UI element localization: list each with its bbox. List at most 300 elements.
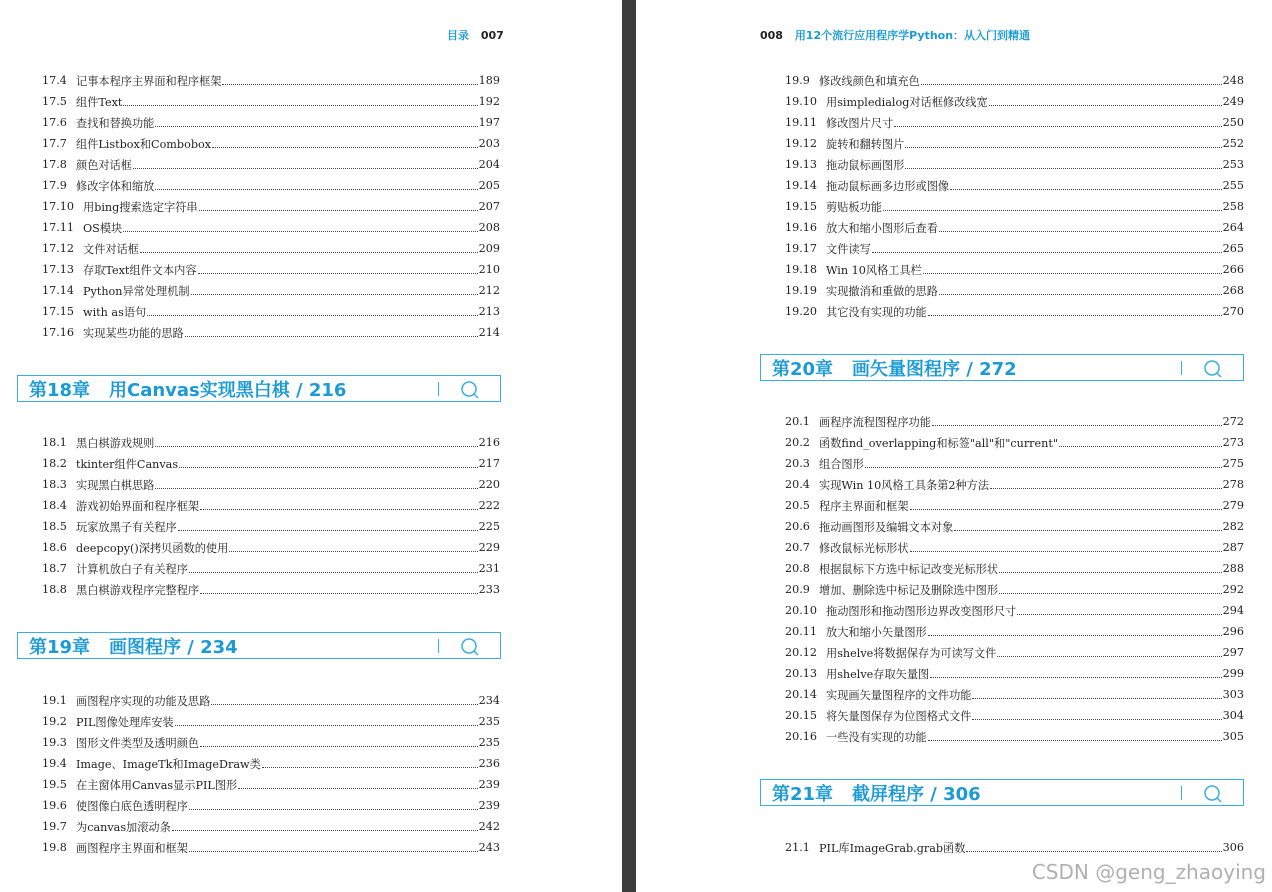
entry-number: 19.1 (42, 694, 67, 707)
entry-number: 20.10 (785, 604, 818, 617)
dot-leader (123, 105, 477, 106)
dot-leader (989, 105, 1222, 106)
entry-title: Python异常处理机制 (83, 284, 190, 298)
entry-page: 239 (478, 799, 500, 812)
entry-page: 303 (1222, 688, 1244, 701)
entry-title: 记事本程序主界面和程序框架 (76, 74, 222, 88)
chapter-heading[interactable] (17, 375, 501, 402)
toc-entry[interactable] (785, 705, 1244, 726)
dot-leader (262, 767, 478, 768)
entry-page: 268 (1222, 284, 1244, 297)
dot-leader (997, 656, 1221, 657)
entry-number: 17.8 (42, 158, 67, 171)
toc-entry[interactable] (42, 516, 500, 537)
dot-leader (894, 126, 1222, 127)
entry-page: 279 (1222, 499, 1244, 512)
entry-page: 203 (478, 137, 500, 150)
toc-entry[interactable] (785, 537, 1244, 558)
entry-number: 19.15 (785, 200, 818, 213)
entry-number: 18.7 (42, 562, 67, 575)
chapter-number: 第18章 (29, 379, 91, 401)
chapter-title: 用Canvas实现黑白棋 / 216 (109, 379, 347, 401)
entry-title: 修改线颜色和填充色 (819, 74, 920, 88)
toc-entry[interactable] (42, 154, 500, 175)
dot-leader (212, 147, 478, 148)
toc-section (42, 690, 500, 858)
entry-title: OS模块 (83, 221, 123, 235)
search-icon[interactable] (1203, 359, 1223, 379)
entry-page: 305 (1222, 730, 1244, 743)
dot-leader (923, 273, 1222, 274)
toc-entry[interactable] (42, 301, 500, 322)
toc-entry[interactable] (785, 453, 1244, 474)
entry-number: 19.18 (785, 263, 818, 276)
dot-leader (910, 551, 1222, 552)
entry-number: 19.10 (785, 95, 818, 108)
entry-title: 实现撤消和重做的思路 (826, 284, 938, 298)
entry-number: 17.13 (42, 263, 75, 276)
dot-leader (238, 788, 477, 789)
entry-page: 306 (1222, 841, 1244, 854)
page-number: 007 (480, 29, 504, 42)
entry-page: 299 (1222, 667, 1244, 680)
toc-section (785, 837, 1244, 858)
entry-number: 20.9 (785, 583, 810, 596)
entry-page: 258 (1222, 200, 1244, 213)
dot-leader (172, 830, 478, 831)
entry-number: 18.1 (42, 436, 67, 449)
dot-leader (198, 273, 478, 274)
entry-number: 20.3 (785, 457, 810, 470)
entry-title: deepcopy()深拷贝函数的使用 (76, 541, 229, 555)
entry-number: 20.15 (785, 709, 818, 722)
toc-entry[interactable] (42, 816, 500, 837)
entry-page: 248 (1222, 74, 1244, 87)
entry-number: 19.3 (42, 736, 67, 749)
entry-number: 17.9 (42, 179, 67, 192)
entry-number: 17.4 (42, 74, 67, 87)
entry-title: 其它没有实现的功能 (826, 305, 927, 319)
entry-number: 19.5 (42, 778, 67, 791)
dot-leader (928, 635, 1222, 636)
toc-entry[interactable] (42, 259, 500, 280)
entry-title: 文件对话框 (83, 242, 139, 256)
entry-page: 265 (1222, 242, 1244, 255)
page-gutter (622, 0, 636, 892)
dot-leader (972, 698, 1221, 699)
toc-entry[interactable] (785, 259, 1244, 280)
toc-entry[interactable] (42, 133, 500, 154)
entry-number: 17.16 (42, 326, 75, 339)
entry-page: 229 (478, 541, 500, 554)
entry-page: 216 (478, 436, 500, 449)
chapter-title: 截屏程序 / 306 (852, 783, 981, 805)
entry-page: 235 (478, 715, 500, 728)
entry-number: 17.5 (42, 95, 67, 108)
entry-number: 20.11 (785, 625, 818, 638)
toc-entry[interactable] (785, 600, 1244, 621)
toc-entry[interactable] (42, 537, 500, 558)
entry-number: 18.8 (42, 583, 67, 596)
dot-leader (200, 746, 478, 747)
dot-leader (191, 294, 478, 295)
entry-page: 208 (478, 221, 500, 234)
entry-page: 242 (478, 820, 500, 833)
toc-section (42, 432, 500, 600)
toc-entry[interactable] (42, 196, 500, 217)
entry-number: 17.15 (42, 305, 75, 318)
entry-number: 20.7 (785, 541, 810, 554)
entry-page: 252 (1222, 137, 1244, 150)
entry-page: 207 (478, 200, 500, 213)
entry-number: 18.6 (42, 541, 67, 554)
entry-page: 249 (1222, 95, 1244, 108)
toc-entry[interactable] (42, 217, 500, 238)
entry-title: 存取Text组件文本内容 (83, 263, 197, 277)
entry-page: 296 (1222, 625, 1244, 638)
dot-leader (155, 189, 477, 190)
entry-number: 17.6 (42, 116, 67, 129)
dot-leader (155, 488, 477, 489)
dot-leader (883, 210, 1222, 211)
entry-number: 19.2 (42, 715, 67, 728)
entry-title: 修改字体和缩放 (76, 179, 155, 193)
divider (1181, 786, 1183, 800)
entry-title: 增加、删除选中标记及删除选中图形 (819, 583, 999, 597)
toc-entry[interactable] (42, 70, 500, 91)
entry-title: 一些没有实现的功能 (826, 730, 927, 744)
entry-title: 拖动画图形及编辑文本对象 (819, 520, 954, 534)
chapter-title: 画图程序 / 234 (109, 636, 238, 658)
entry-page: 264 (1222, 221, 1244, 234)
toc-entry[interactable] (42, 753, 500, 774)
toc-entry[interactable] (785, 837, 1244, 858)
entry-page: 278 (1222, 478, 1244, 491)
dot-leader (910, 509, 1222, 510)
entry-number: 20.6 (785, 520, 810, 533)
entry-page: 189 (478, 74, 500, 87)
toc-entry[interactable] (785, 621, 1244, 642)
entry-page: 243 (478, 841, 500, 854)
dot-leader (972, 719, 1221, 720)
dot-leader (155, 126, 477, 127)
toc-entry[interactable] (785, 91, 1244, 112)
toc-entry[interactable] (785, 217, 1244, 238)
search-icon[interactable] (460, 637, 480, 657)
entry-title: Image、ImageTk和ImageDraw类 (76, 757, 261, 771)
chapter-title: 画矢量图程序 / 272 (852, 358, 1017, 380)
dot-leader (199, 210, 478, 211)
toc-entry[interactable] (42, 495, 500, 516)
entry-page: 233 (478, 583, 500, 596)
entry-number: 21.1 (785, 841, 810, 854)
dot-leader (954, 530, 1221, 531)
right-page (636, 0, 1272, 892)
dot-leader (939, 231, 1222, 232)
chapter-number: 第20章 (772, 358, 834, 380)
dot-leader (930, 677, 1221, 678)
dot-leader (990, 488, 1222, 489)
entry-page: 255 (1222, 179, 1244, 192)
toc-entry[interactable] (785, 238, 1244, 259)
toc-entry[interactable] (42, 690, 500, 711)
entry-page: 294 (1222, 604, 1244, 617)
toc-entry[interactable] (785, 196, 1244, 217)
entry-title: 画图程序主界面和框架 (76, 841, 188, 855)
entry-number: 18.3 (42, 478, 67, 491)
entry-title: 程序主界面和框架 (819, 499, 909, 513)
entry-page: 275 (1222, 457, 1244, 470)
entry-title: with as语句 (83, 305, 147, 319)
entry-title: 实现某些功能的思路 (83, 326, 184, 340)
dot-leader (200, 593, 478, 594)
entry-page: 204 (478, 158, 500, 171)
entry-page: 220 (478, 478, 500, 491)
entry-page: 292 (1222, 583, 1244, 596)
entry-title: 为canvas加滚动条 (76, 820, 171, 834)
book-title: 用12个流行应用程序学Python：从入门到精通 (794, 29, 1031, 42)
entry-page: 282 (1222, 520, 1244, 533)
left-page (0, 0, 622, 892)
entry-title: 实现黑白棋思路 (76, 478, 155, 492)
toc-entry[interactable] (785, 133, 1244, 154)
entry-page: 235 (478, 736, 500, 749)
entry-page: 212 (478, 284, 500, 297)
toc-entry[interactable] (785, 154, 1244, 175)
entry-number: 17.7 (42, 137, 67, 150)
entry-number: 20.5 (785, 499, 810, 512)
toc-entry[interactable] (42, 91, 500, 112)
entry-title: 在主窗体用Canvas显示PIL图形 (76, 778, 238, 792)
dot-leader (189, 809, 478, 810)
entry-page: 253 (1222, 158, 1244, 171)
entry-number: 19.9 (785, 74, 810, 87)
entry-page: 266 (1222, 263, 1244, 276)
entry-page: 304 (1222, 709, 1244, 722)
entry-page: 270 (1222, 305, 1244, 318)
entry-title: 用shelve存取矢量图 (826, 667, 930, 681)
entry-page: 250 (1222, 116, 1244, 129)
toc-entry[interactable] (785, 726, 1244, 747)
divider (1181, 361, 1183, 375)
divider (438, 639, 440, 653)
toc-entry[interactable] (785, 558, 1244, 579)
toc-entry[interactable] (42, 474, 500, 495)
dot-leader (189, 851, 478, 852)
header-label: 目录 (447, 29, 469, 42)
entry-title: 实现Win 10风格工具条第2种方法 (819, 478, 990, 492)
dot-leader (140, 252, 478, 253)
entry-title: 游戏初始界面和程序框架 (76, 499, 200, 513)
chapter-heading[interactable] (760, 779, 1244, 806)
dot-leader (133, 168, 478, 169)
watermark: CSDN @geng_zhaoying (1031, 860, 1266, 884)
dot-leader (999, 593, 1222, 594)
toc-entry[interactable] (42, 579, 500, 600)
toc-entry[interactable] (42, 732, 500, 753)
entry-number: 20.12 (785, 646, 818, 659)
dot-leader (966, 851, 1221, 852)
entry-number: 18.2 (42, 457, 67, 470)
toc-entry[interactable] (785, 495, 1244, 516)
entry-number: 20.2 (785, 436, 810, 449)
toc-entry[interactable] (785, 112, 1244, 133)
toc-section (785, 411, 1244, 747)
dot-leader (123, 231, 477, 232)
entry-number: 18.5 (42, 520, 67, 533)
entry-page: 213 (478, 305, 500, 318)
toc-entry[interactable] (42, 175, 500, 196)
entry-number: 19.6 (42, 799, 67, 812)
toc-entry[interactable] (785, 175, 1244, 196)
toc-entry[interactable] (785, 579, 1244, 600)
toc-entry[interactable] (785, 432, 1244, 453)
entry-title: 用bing搜索选定字符串 (83, 200, 198, 214)
entry-title: 计算机放白子有关程序 (76, 562, 188, 576)
entry-page: 225 (478, 520, 500, 533)
entry-number: 19.4 (42, 757, 67, 770)
toc-entry[interactable] (42, 112, 500, 133)
toc-entry[interactable] (785, 684, 1244, 705)
entry-page: 273 (1222, 436, 1244, 449)
entry-number: 20.13 (785, 667, 818, 680)
entry-title: 将矢量图保存为位图格式文件 (826, 709, 972, 723)
search-icon[interactable] (1203, 784, 1223, 804)
toc-entry[interactable] (42, 711, 500, 732)
entry-page: 205 (478, 179, 500, 192)
page-header (760, 27, 1030, 43)
toc-entry[interactable] (785, 411, 1244, 432)
toc-entry[interactable] (785, 70, 1244, 91)
dot-leader (175, 725, 478, 726)
entry-number: 20.16 (785, 730, 818, 743)
entry-page: 222 (478, 499, 500, 512)
dot-leader (1017, 614, 1221, 615)
toc-entry[interactable] (785, 642, 1244, 663)
entry-page: 217 (478, 457, 500, 470)
entry-title: 玩家放黑子有关程序 (76, 520, 177, 534)
entry-page: 272 (1222, 415, 1244, 428)
dot-leader (179, 467, 478, 468)
entry-number: 19.11 (785, 116, 818, 129)
divider (438, 382, 440, 396)
entry-number: 20.14 (785, 688, 818, 701)
entry-number: 19.14 (785, 179, 818, 192)
dot-leader (939, 294, 1222, 295)
toc-entry[interactable] (42, 238, 500, 259)
entry-title: 文件读写 (826, 242, 871, 256)
entry-title: 拖动鼠标画多边形或图像 (826, 179, 950, 193)
toc-section (785, 70, 1244, 322)
entry-number: 19.20 (785, 305, 818, 318)
entry-page: 239 (478, 778, 500, 791)
toc-entry[interactable] (42, 453, 500, 474)
entry-title: 使图像白底色透明程序 (76, 799, 188, 813)
toc-entry[interactable] (42, 774, 500, 795)
toc-entry[interactable] (42, 795, 500, 816)
entry-page: 287 (1222, 541, 1244, 554)
toc-entry[interactable] (785, 280, 1244, 301)
entry-page: 209 (478, 242, 500, 255)
chapter-number: 第21章 (772, 783, 834, 805)
entry-page: 210 (478, 263, 500, 276)
entry-title: 组合图形 (819, 457, 864, 471)
entry-title: 组件Listbox和Combobox (76, 137, 212, 151)
dot-leader (905, 147, 1221, 148)
toc-entry[interactable] (785, 663, 1244, 684)
entry-number: 19.19 (785, 284, 818, 297)
entry-page: 214 (478, 326, 500, 339)
dot-leader (905, 168, 1221, 169)
entry-title: Win 10风格工具栏 (826, 263, 922, 277)
entry-number: 19.12 (785, 137, 818, 150)
dot-leader (229, 551, 477, 552)
dot-leader (865, 467, 1222, 468)
entry-title: 用simpledialog对话框修改线宽 (826, 95, 988, 109)
entry-page: 297 (1222, 646, 1244, 659)
entry-title: 修改鼠标光标形状 (819, 541, 909, 555)
entry-title: 画程序流程图程序功能 (819, 415, 931, 429)
dot-leader (999, 572, 1222, 573)
entry-title: 修改图片尺寸 (826, 116, 894, 130)
entry-number: 19.8 (42, 841, 67, 854)
dot-leader (950, 189, 1222, 190)
entry-page: 231 (478, 562, 500, 575)
page-header (447, 27, 504, 43)
entry-page: 197 (478, 116, 500, 129)
toc-entry[interactable] (42, 837, 500, 858)
search-icon[interactable] (460, 380, 480, 400)
toc-entry[interactable] (42, 322, 500, 343)
toc-entry[interactable] (42, 558, 500, 579)
toc-entry[interactable] (42, 432, 500, 453)
entry-title: 放大和缩小图形后查看 (826, 221, 938, 235)
toc-entry[interactable] (785, 516, 1244, 537)
chapter-heading[interactable] (760, 354, 1244, 381)
entry-number: 17.11 (42, 221, 75, 234)
entry-page: 236 (478, 757, 500, 770)
toc-entry[interactable] (785, 301, 1244, 322)
entry-title: 黑白棋游戏程序完整程序 (76, 583, 200, 597)
entry-title: tkinter组件Canvas (76, 457, 179, 471)
entry-title: 黑白棋游戏规则 (76, 436, 155, 450)
entry-title: PIL库ImageGrab.grab函数 (819, 841, 966, 855)
dot-leader (928, 315, 1222, 316)
entry-page: 288 (1222, 562, 1244, 575)
dot-leader (178, 530, 478, 531)
dot-leader (932, 425, 1222, 426)
chapter-heading[interactable] (17, 632, 501, 659)
entry-title: 旋转和翻转图片 (826, 137, 905, 151)
entry-title: 画图程序实现的功能及思路 (76, 694, 211, 708)
dot-leader (189, 572, 478, 573)
entry-page: 234 (478, 694, 500, 707)
entry-title: 剪贴板功能 (826, 200, 882, 214)
entry-title: 查找和替换功能 (76, 116, 155, 130)
chapter-number: 第19章 (29, 636, 91, 658)
toc-section (42, 70, 500, 343)
entry-title: 拖动鼠标画图形 (826, 158, 905, 172)
entry-number: 17.12 (42, 242, 75, 255)
entry-title: 组件Text (76, 95, 123, 109)
toc-entry[interactable] (42, 280, 500, 301)
entry-page: 192 (478, 95, 500, 108)
entry-number: 17.10 (42, 200, 75, 213)
entry-title: PIL图像处理库安装 (76, 715, 174, 729)
entry-number: 20.4 (785, 478, 810, 491)
toc-entry[interactable] (785, 474, 1244, 495)
entry-number: 17.14 (42, 284, 75, 297)
